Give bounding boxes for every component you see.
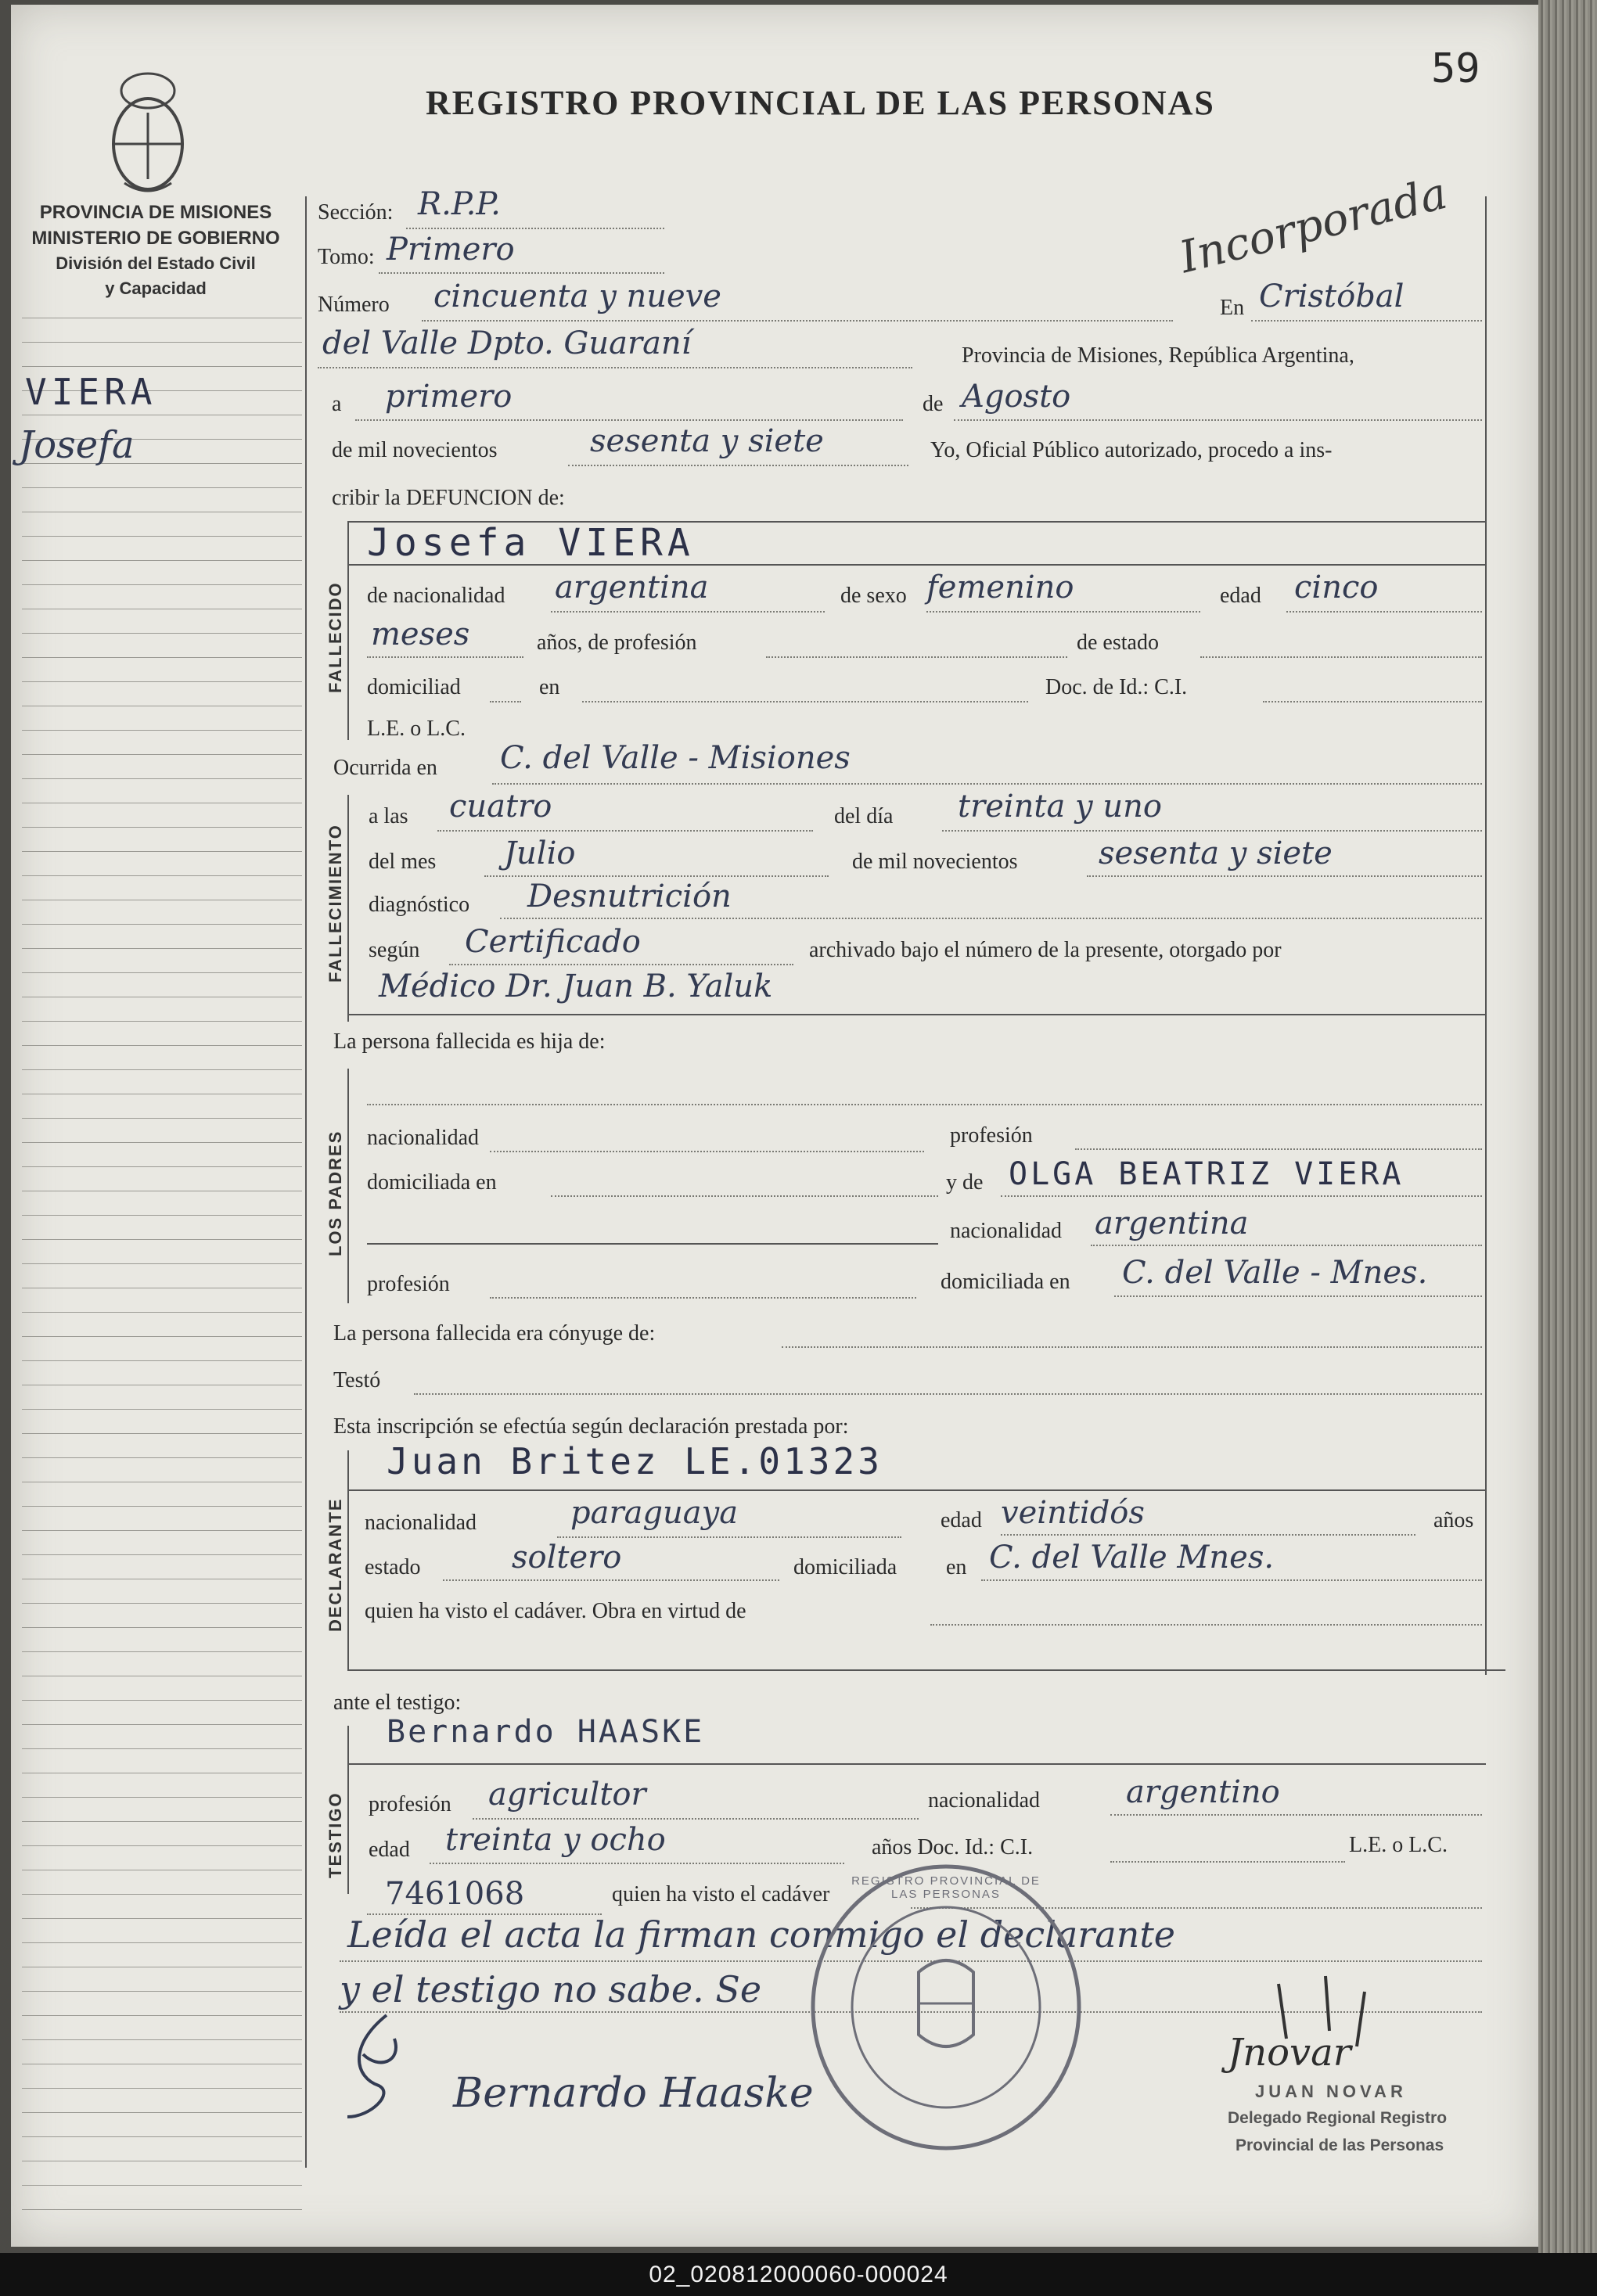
hora-value: cuatro xyxy=(449,789,552,825)
page-title: REGISTRO PROVINCIAL DE LAS PERSONAS xyxy=(426,84,1215,122)
padre-nacionalidad-label: nacionalidad xyxy=(367,1126,480,1150)
org-ministry: MINISTERIO DE GOBIERNO xyxy=(31,228,280,249)
archivado-label: archivado bajo el número de la presente, otorgado por xyxy=(809,938,1282,962)
del-mes-label: del mes xyxy=(369,850,437,874)
numero-line xyxy=(422,320,1173,322)
form-left-border xyxy=(305,196,307,2168)
signature-mark-icon xyxy=(332,2007,426,2125)
margin-rule-line xyxy=(22,1312,302,1313)
diagnostico-line xyxy=(500,918,1482,919)
a-label: a xyxy=(332,392,342,416)
margin-rule-line xyxy=(22,2209,302,2210)
dia-line xyxy=(355,419,903,421)
margin-rule-line xyxy=(22,1603,302,1604)
margin-surname: VIERA xyxy=(25,371,157,413)
testigo-nombre: Bernardo HAASKE xyxy=(387,1714,705,1750)
a-las-label: a las xyxy=(369,804,408,828)
anio-fallecimiento-value: sesenta y siete xyxy=(1099,835,1333,871)
numero-value: cincuenta y nueve xyxy=(433,278,721,314)
nacionalidad-line xyxy=(551,611,825,613)
medico-rule xyxy=(347,1014,1486,1015)
margin-rule-line xyxy=(22,1433,302,1434)
margin-rule-line xyxy=(22,2136,302,2137)
margin-rule-line xyxy=(22,2015,302,2016)
provincia-label: Provincia de Misiones, República Argentina, xyxy=(962,343,1354,368)
testigo-edad-line xyxy=(430,1863,844,1864)
margin-rule-line xyxy=(22,1142,302,1143)
seccion-line xyxy=(406,228,664,229)
sexo-label: de sexo xyxy=(840,584,907,608)
margin-rule-line xyxy=(22,536,302,537)
org-capacity: y Capacidad xyxy=(105,278,207,298)
margin-given-name: Josefa xyxy=(19,423,135,467)
margin-rule-line xyxy=(22,1700,302,1701)
cierre-linea2: y el testigo no sabe. Se xyxy=(340,1968,762,2010)
padres-bracket xyxy=(347,1069,349,1303)
oficial-cargo2: Provincial de las Personas xyxy=(1236,2136,1444,2154)
org-province: PROVINCIA DE MISIONES xyxy=(39,202,272,223)
declarante-domiciliada-label: domiciliada xyxy=(793,1555,897,1579)
de-mil-label: de mil novecientos xyxy=(332,438,498,462)
padres-mid-rule xyxy=(367,1243,938,1245)
tomo-value: Primero xyxy=(387,232,515,268)
testigo-nacionalidad-line xyxy=(1110,1814,1482,1816)
estado-label: de estado xyxy=(1077,631,1159,655)
madre-profesion-label: profesión xyxy=(367,1272,450,1296)
margin-rule-line xyxy=(22,681,302,682)
margin-rule-line xyxy=(22,366,302,367)
testigo-edad-label: edad xyxy=(369,1838,410,1862)
fallecido-name-rule xyxy=(347,564,1486,566)
image-caption: 02_020812000060-000024 xyxy=(0,2253,1597,2296)
testigo-doc-label: años Doc. Id.: C.I. xyxy=(872,1835,1034,1859)
margin-rule-line xyxy=(22,1360,302,1361)
margin-rule-line xyxy=(22,1845,302,1846)
firma-oficial: Jnovar xyxy=(1228,2031,1351,2075)
declarante-edad-line xyxy=(1001,1534,1415,1536)
margin-rule-line xyxy=(22,1748,302,1749)
cierre-linea1: Leída el acta la firman conmigo el declarante xyxy=(347,1913,1176,1956)
declarante-nombre: Juan Britez LE.01323 xyxy=(387,1440,883,1482)
oficial-nombre: JUAN NOVAR xyxy=(1255,2082,1407,2101)
declarante-section-label: DECLARANTE xyxy=(326,1497,345,1632)
inscribir-label: cribir la DEFUNCION de: xyxy=(332,486,565,510)
declarante-domicilio-line xyxy=(981,1579,1482,1581)
margin-rule-line xyxy=(22,948,302,949)
testigo-section-label: TESTIGO xyxy=(326,1791,345,1878)
fallecimiento-section-label: FALLECIMIENTO xyxy=(326,824,345,983)
testigo-documento: 7461068 xyxy=(385,1876,525,1912)
oficial-cargo1: Delegado Regional Registro xyxy=(1228,2109,1448,2127)
testigo-profesion-label: profesión xyxy=(369,1792,451,1816)
margin-rule-line xyxy=(22,730,302,731)
declarante-bracket xyxy=(347,1450,349,1669)
madre-nacionalidad-line xyxy=(1091,1245,1482,1246)
edad-value: cinco xyxy=(1294,570,1379,605)
en-label: En xyxy=(1220,296,1245,320)
margin-rule-line xyxy=(22,1021,302,1022)
declarante-bottom-rule xyxy=(347,1669,1505,1671)
form-right-border xyxy=(1485,196,1487,1675)
declarante-obra-line xyxy=(930,1624,1482,1626)
sexo-value: femenino xyxy=(926,570,1074,605)
diagnostico-value: Desnutrición xyxy=(527,879,732,914)
margin-rule-line xyxy=(22,1651,302,1652)
declarante-quien-label: quien ha visto el cadáver. Obra en virtud de xyxy=(365,1599,746,1623)
diagnostico-label: diagnóstico xyxy=(369,893,470,917)
dia-fallecimiento-value: treinta y uno xyxy=(958,789,1162,825)
le-label: L.E. o L.C. xyxy=(367,717,466,741)
page-number: 59 xyxy=(1431,45,1480,92)
sexo-line xyxy=(926,611,1200,613)
madre-domicilio-line xyxy=(1114,1295,1482,1297)
madre-nombre: OLGA BEATRIZ VIERA xyxy=(1009,1156,1405,1192)
fallecido-bracket xyxy=(347,521,349,740)
profesion-line xyxy=(766,656,1067,658)
declarante-en-label: en xyxy=(946,1555,967,1579)
madre-profesion-line xyxy=(490,1297,916,1299)
mes-fallecimiento-line xyxy=(484,875,829,877)
declarante-nacionalidad-line xyxy=(557,1536,901,1538)
testo-label: Testó xyxy=(333,1368,381,1392)
edad-line xyxy=(1286,611,1482,613)
declarante-edad-label: edad xyxy=(941,1508,982,1532)
conyuge-label: La persona fallecida era cónyuge de: xyxy=(333,1321,656,1346)
margin-rule-line xyxy=(22,1894,302,1895)
testigo-bracket xyxy=(347,1726,349,1894)
margin-rule-line xyxy=(22,342,302,343)
madre-nacionalidad-value: argentina xyxy=(1095,1205,1249,1241)
dia-value: primero xyxy=(385,379,513,415)
anio-line xyxy=(568,465,908,466)
anio-value: sesenta y siete xyxy=(590,423,824,459)
padre-domicilio-line xyxy=(551,1195,938,1197)
lugar-value: del Valle Dpto. Guaraní xyxy=(322,325,692,361)
stamp-text: REGISTRO PROVINCIAL DE LAS PERSONAS xyxy=(851,1874,1041,1901)
margin-rule-line xyxy=(22,924,302,925)
declarante-name-rule xyxy=(347,1489,1486,1491)
meses-line xyxy=(367,656,523,658)
margin-rule-line xyxy=(22,1918,302,1919)
padre-profesion-label: profesión xyxy=(950,1123,1033,1148)
anios-profesion-label: años, de profesión xyxy=(537,631,697,655)
conyuge-line xyxy=(782,1346,1482,1348)
margin-rule-line xyxy=(22,2185,302,2186)
segun-label: según xyxy=(369,938,420,962)
nacionalidad-label: de nacionalidad xyxy=(367,584,505,608)
edad-label: edad xyxy=(1220,584,1261,608)
margin-rule-line xyxy=(22,1336,302,1337)
testigo-le-label: L.E. o L.C. xyxy=(1349,1833,1448,1857)
seccion-label: Sección: xyxy=(318,200,394,225)
coat-of-arms-icon xyxy=(101,66,195,199)
margin-rule-line xyxy=(22,1627,302,1628)
declarante-anios-label: años xyxy=(1433,1508,1474,1532)
padre-domicilio-label: domiciliada en xyxy=(367,1170,497,1195)
declarante-nacionalidad-value: paraguaya xyxy=(570,1495,739,1531)
madre-nacionalidad-label: nacionalidad xyxy=(950,1219,1063,1243)
madre-domicilio-label: domiciliada en xyxy=(941,1270,1070,1294)
margin-rule-line xyxy=(22,875,302,876)
declarante-estado-value: soltero xyxy=(512,1540,622,1576)
declarante-estado-line xyxy=(443,1579,779,1581)
segun-value: Certificado xyxy=(465,924,641,960)
register-page xyxy=(11,5,1538,2247)
declarante-intro-label: Esta inscripción se efectúa según declaración prestada por: xyxy=(333,1414,849,1439)
margin-rule-line xyxy=(22,1991,302,1992)
margin-rule-line xyxy=(22,633,302,634)
dia-fallecimiento-line xyxy=(942,830,1482,832)
declarante-estado-label: estado xyxy=(365,1555,421,1579)
segun-line xyxy=(449,964,793,965)
testo-line xyxy=(414,1393,1482,1395)
mes-line xyxy=(954,419,1482,421)
domicilio-line xyxy=(582,701,1028,702)
testigo-name-rule xyxy=(347,1763,1486,1765)
de-mil-fallecimiento-label: de mil novecientos xyxy=(852,850,1018,874)
declarante-nacionalidad-label: nacionalidad xyxy=(365,1511,477,1535)
padres-section-label: LOS PADRES xyxy=(326,1130,345,1256)
declarante-edad-value: veintidós xyxy=(1001,1495,1145,1531)
mes-fallecimiento-value: Julio xyxy=(504,835,576,871)
margin-rule-line xyxy=(22,1821,302,1822)
ocurrida-value: C. del Valle - Misiones xyxy=(500,740,851,776)
margin-rule-line xyxy=(22,1530,302,1531)
medico-value: Médico Dr. Juan B. Yaluk xyxy=(379,968,773,1004)
margin-rule-line xyxy=(22,1118,302,1119)
firma-testigo: Bernardo Haaske xyxy=(453,2070,814,2117)
del-dia-label: del día xyxy=(834,804,894,828)
margin-rule-line xyxy=(22,2039,302,2040)
estado-line xyxy=(1200,656,1482,658)
mes-value: Agosto xyxy=(962,379,1071,415)
margin-rule-line xyxy=(22,1263,302,1264)
fallecido-nombre: Josefa VIERA xyxy=(367,521,695,565)
margin-rule-line xyxy=(22,2088,302,2089)
tomo-label: Tomo: xyxy=(318,245,375,269)
fallecimiento-bracket xyxy=(347,795,349,1022)
numero-label: Número xyxy=(318,293,390,317)
book-spine xyxy=(1538,0,1597,2253)
hora-line xyxy=(437,830,813,832)
margin-rule-line xyxy=(22,1069,302,1070)
padre-profesion-line xyxy=(1075,1148,1482,1150)
en-value: Cristóbal xyxy=(1259,278,1405,314)
domiciliad-line xyxy=(490,701,521,702)
ocurrida-line xyxy=(492,783,1482,785)
tomo-line xyxy=(379,272,664,274)
declarante-domicilio-value: C. del Valle Mnes. xyxy=(989,1540,1275,1576)
margin-rule-line xyxy=(22,487,302,488)
marginal-note: Incorporada xyxy=(1174,167,1452,284)
margin-rule-line xyxy=(22,1166,302,1167)
testigo-nacionalidad-label: nacionalidad xyxy=(928,1788,1041,1813)
margin-rule-line xyxy=(22,560,302,561)
org-division: División del Estado Civil xyxy=(56,253,256,273)
testigo-edad-value: treinta y ocho xyxy=(445,1822,666,1858)
margin-rule-line xyxy=(22,1045,302,1046)
hija-label: La persona fallecida es hija de: xyxy=(333,1029,606,1054)
margin-rule-line xyxy=(22,1506,302,1507)
margin-rule-line xyxy=(22,2112,302,2113)
domiciliad-label: domiciliad xyxy=(367,675,461,699)
margin-rule-line xyxy=(22,972,302,973)
y-de-label: y de xyxy=(946,1170,984,1195)
margin-rule-line xyxy=(22,1215,302,1216)
margin-rule-line xyxy=(22,657,302,658)
testigo-doc-line xyxy=(1110,1861,1345,1863)
margin-rule-line xyxy=(22,827,302,828)
margin-rule-line xyxy=(22,754,302,755)
seccion-value: R.P.P. xyxy=(418,186,501,222)
margin-rule-line xyxy=(22,1457,302,1458)
nacionalidad-value: argentina xyxy=(555,570,709,605)
margin-rule-line xyxy=(22,1239,302,1240)
testigo-nacionalidad-value: argentino xyxy=(1126,1774,1280,1810)
margin-rule-line xyxy=(22,1942,302,1943)
testigo-ante-label: ante el testigo: xyxy=(333,1691,462,1715)
doc-line xyxy=(1263,701,1482,702)
testigo-profesion-value: agricultor xyxy=(488,1777,646,1813)
lugar-line xyxy=(318,367,912,368)
margin-rule-line xyxy=(22,1797,302,1798)
padre-nombre-line xyxy=(367,1104,1482,1105)
doc-label: Doc. de Id.: C.I. xyxy=(1045,675,1188,699)
en-line xyxy=(1251,320,1482,322)
anio-fallecimiento-line xyxy=(1087,875,1482,877)
margin-rule-line xyxy=(22,1409,302,1410)
margin-rule-line xyxy=(22,584,302,585)
domicilio-en-label: en xyxy=(539,675,560,699)
testigo-profesion-line xyxy=(473,1818,919,1820)
de-label: de xyxy=(923,392,944,416)
margin-rule-line xyxy=(22,1554,302,1555)
margin-rule-line xyxy=(22,1724,302,1725)
margin-rule-line xyxy=(22,851,302,852)
madre-domicilio-value: C. del Valle - Mnes. xyxy=(1122,1255,1428,1291)
testigo-quien-label: quien ha visto el cadáver xyxy=(612,1882,830,1906)
fallecido-section-label: FALLECIDO xyxy=(326,581,345,693)
meses-value: meses xyxy=(371,616,470,652)
madre-nombre-line xyxy=(1001,1195,1482,1197)
ocurrida-label: Ocurrida en xyxy=(333,756,437,780)
padre-nacionalidad-line xyxy=(490,1151,924,1152)
yo-label: Yo, Oficial Público autorizado, procedo a ins- xyxy=(930,438,1333,462)
margin-rule-line xyxy=(22,778,302,779)
